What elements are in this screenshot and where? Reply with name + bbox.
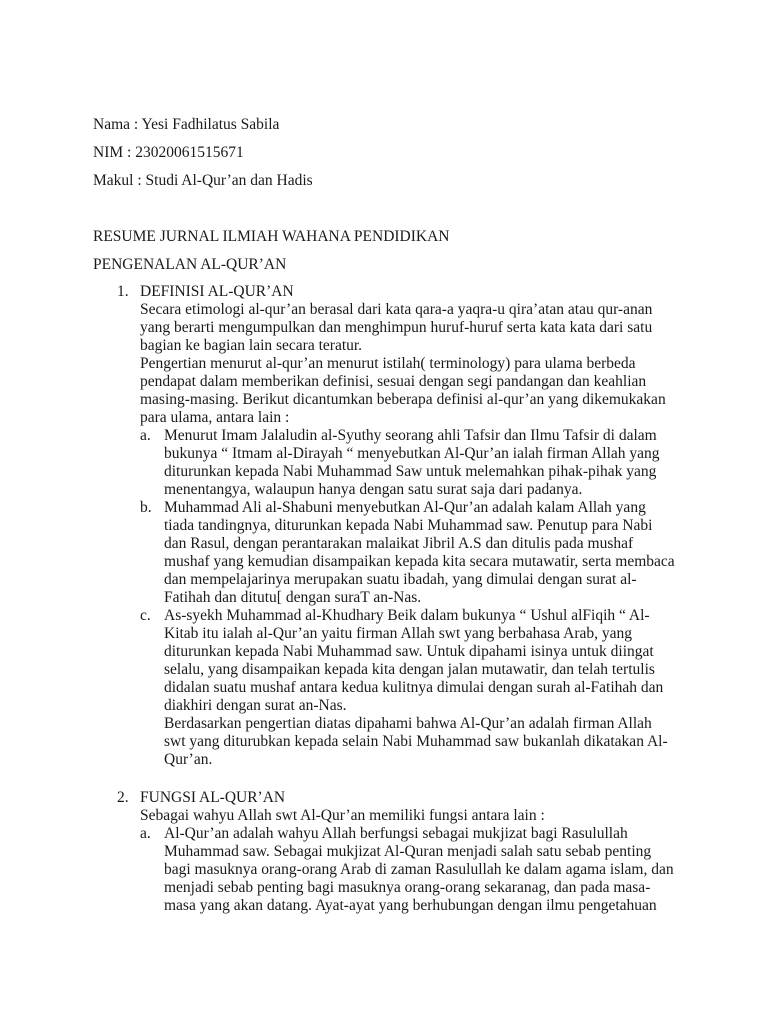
list-item-line: swt yang diturubkan kepada selain Nabi Muhammad saw bukanlah dikatakan Al- xyxy=(164,733,668,750)
section-1-intro-line: para ulama, antara lain : xyxy=(140,409,290,426)
list-item-line: Fatihah dan ditutu[ dengan suraT an-Nas. xyxy=(164,589,422,606)
student-name: Nama : Yesi Fadhilatus Sabila xyxy=(93,116,280,133)
list-item-line: diakhiri dengan surat an-Nas. xyxy=(164,697,347,714)
section-1-intro-line: masing-masing. Berikut dicantumkan beberapa definisi al-qur’an yang dikemukakan xyxy=(140,391,666,408)
list-item-line: menjadi sebab penting bagi masuknya orang-orang sekaranag, dan pada masa- xyxy=(164,879,651,896)
section-2-intro-line: Sebagai wahyu Allah swt Al-Qur’an memiliki fungsi antara lain : xyxy=(140,807,545,824)
list-item-line: dan Rasul, dengan perantarakan malaikat Jibril A.S dan ditulis pada mushaf xyxy=(164,535,634,552)
list-item-line: diturunkan kepada Nabi Muhammad saw. Untuk dipahami isinya untuk diingat xyxy=(164,643,654,660)
list-item-line: Al-Qur’an adalah wahyu Allah berfungsi sebagai mukjizat bagi Rasulullah xyxy=(164,825,628,842)
list-item-line: didalan suatu mushaf antara kedua kulitnya dimulai dengan surah al-Fatihah dan xyxy=(164,679,664,696)
section-1-heading: DEFINISI AL-QUR’AN xyxy=(140,283,294,300)
section-1-number: 1. xyxy=(117,283,129,300)
list-item-line: Muhammad Ali al-Shabuni menyebutkan Al-Qur’an adalah kalam Allah yang xyxy=(164,499,646,516)
list-item-line: bagi masuknya orang-orang Arab di zaman Rasulullah ke dalam agama islam, dan xyxy=(164,861,674,878)
list-item-line: masa yang akan datang. Ayat-ayat yang berhubungan dengan ilmu pengetahuan xyxy=(164,897,657,914)
section-1-intro-line: pendapat dalam memberikan definisi, sesuai dengan segi pandangan dan keahlian xyxy=(140,373,647,390)
section-2-number: 2. xyxy=(117,789,129,806)
list-item-line: selalu, yang disampaikan kepada kita dengan jalan mutawatir, dan telah tertulis xyxy=(164,661,655,678)
section-1-intro-line: bagian ke bagian lain secara teratur. xyxy=(140,337,363,354)
student-nim: NIM : 23020061515671 xyxy=(93,144,244,161)
section-1-intro-line: Secara etimologi al-qur’an berasal dari kata qara-a yaqra-u qira’atan atau qur-anan xyxy=(140,301,653,318)
list-item-line: menentangya, walaupun hanya dengan satu surat saja dari padanya. xyxy=(164,481,583,498)
list-item-line: Muhammad saw. Sebagai mukjizat Al-Quran menjadi salah satu sebab penting xyxy=(164,843,652,860)
list-item-line: mushaf yang kemudian disampaikan kepada kita secara mutawatir, serta membaca xyxy=(164,553,675,570)
course-name: Makul : Studi Al-Qur’an dan Hadis xyxy=(93,172,313,189)
list-item-line: As-syekh Muhammad al-Khudhary Beik dalam bukunya “ Ushul alFiqih “ Al- xyxy=(164,607,650,624)
list-item-line: Berdasarkan pengertian diatas dipahami bahwa Al-Qur’an adalah firman Allah xyxy=(164,715,652,732)
section-2-heading: FUNGSI AL-QUR’AN xyxy=(140,789,286,806)
list-item-line: Qur’an. xyxy=(164,751,213,768)
list-item-line: tiada tandingnya, diturunkan kepada Nabi Muhammad saw. Penutup para Nabi xyxy=(164,517,653,534)
document-subtitle: PENGENALAN AL-QUR’AN xyxy=(93,256,287,273)
list-item-line: dan mempelajarinya merupakan suatu ibadah, yang dimulai dengan surat al- xyxy=(164,571,637,588)
section-1-intro-line: yang berarti mengumpulkan dan menghimpun huruf-huruf serta kata kata dari satu xyxy=(140,319,653,336)
list-item-line: bukunya “ Itmam al-Dirayah “ menyebutkan Al-Qur’an ialah firman Allah yang xyxy=(164,445,660,462)
list-marker: b. xyxy=(140,499,152,516)
document-title: RESUME JURNAL ILMIAH WAHANA PENDIDIKAN xyxy=(93,228,450,245)
list-item-line: Kitab itu ialah al-Qur’an yaitu firman Allah swt yang berbahasa Arab, yang xyxy=(164,625,633,642)
list-marker: a. xyxy=(140,427,151,444)
section-1-intro-line: Pengertian menurut al-qur’an menurut istilah( terminology) para ulama berbeda xyxy=(140,355,636,372)
list-marker: c. xyxy=(140,607,151,624)
list-item-line: diturunkan kepada Nabi Muhammad Saw untuk melemahkan pihak-pihak yang xyxy=(164,463,657,480)
list-item-line: Menurut Imam Jalaludin al-Syuthy seorang ahli Tafsir dan Ilmu Tafsir di dalam xyxy=(164,427,657,444)
list-marker: a. xyxy=(140,825,151,842)
